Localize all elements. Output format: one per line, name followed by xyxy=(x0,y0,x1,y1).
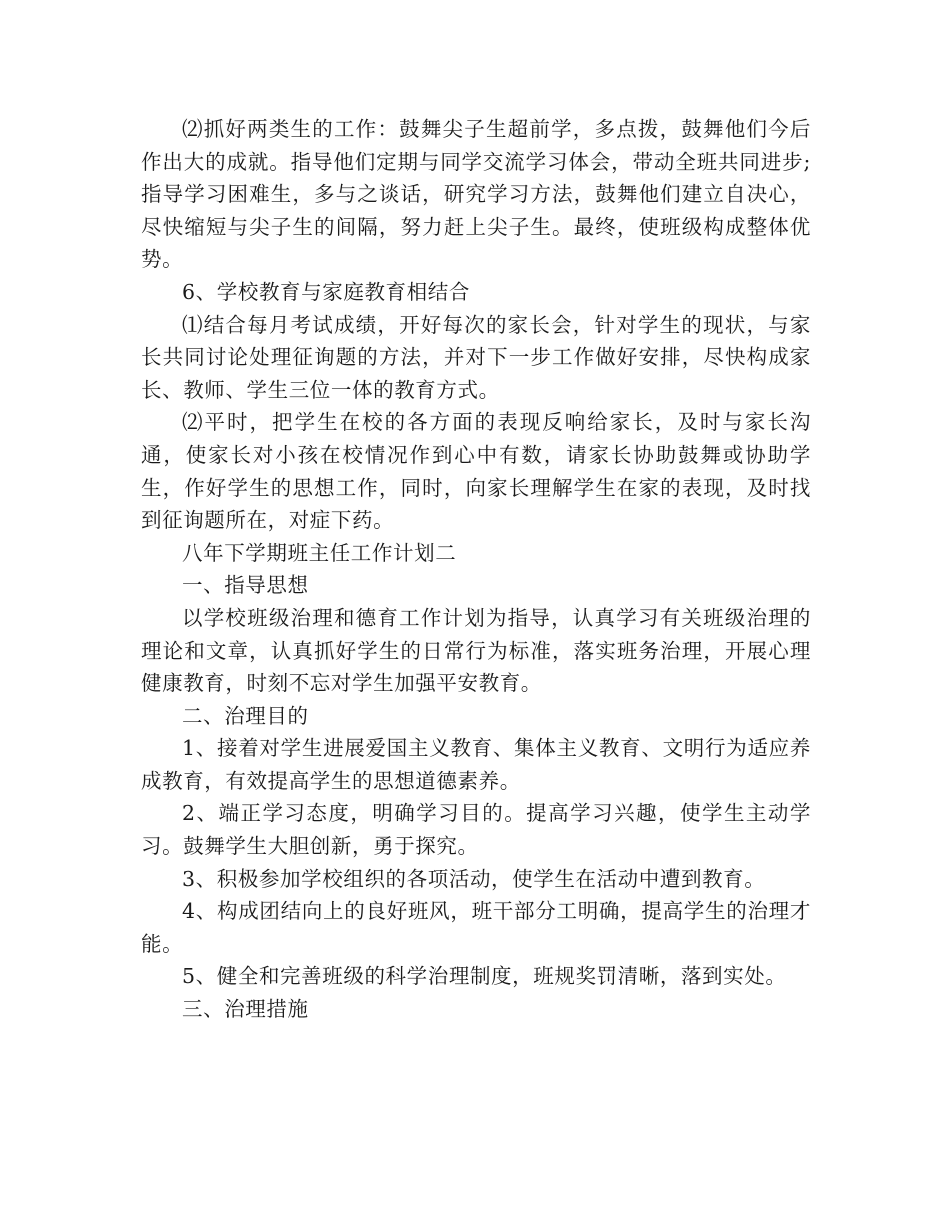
document-body xyxy=(141,113,811,1026)
goal-item-1: 1、接着对学生进展爱国主义教育、集体主义教育、文明行为适应养成教育，有效提高学生的思想道德素养。 xyxy=(141,736,811,793)
goal-item-4: 4、构成团结向上的良好班风，班干部分工明确，提高学生的治理才能。 xyxy=(141,899,811,956)
heading-school-family-education: 6、学校教育与家庭教育相结合 xyxy=(182,279,470,304)
goal-item-3: 3、积极参加学校组织的各项活动，使学生在活动中遭到教育。 xyxy=(182,866,766,891)
paragraph-guiding-thought: 以学校班级治理和德育工作计划为指导，认真学习有关班级治理的理论和文章，认真抓好学生的日常行为标准，落实班务治理，开展心理健康教育，时刻不忘对学生加强平安教育。 xyxy=(141,605,811,696)
document-title-plan-two: 八年下学期班主任工作计划二 xyxy=(182,540,457,565)
heading-management-goals: 二、治理目的 xyxy=(182,703,309,728)
paragraph-parent-communication: ⑵平时，把学生在校的各方面的表现反响给家长，及时与家长沟通，使家长对小孩在校情况作到心中有数，请家长协助鼓舞或协助学生，作好学生的思想工作，同时，向家长理解学生在家的表现，及时找到征询题所在，对症下药。 xyxy=(141,410,811,533)
heading-guiding-thought: 一、指导思想 xyxy=(182,573,309,598)
heading-management-measures: 三、治理措施 xyxy=(182,997,309,1022)
paragraph-two-student-types: ⑵抓好两类生的工作：鼓舞尖子生超前学，多点拨，鼓舞他们今后作出大的成就。指导他们定期与同学交流学习体会，带动全班共同进步;指导学习困难生，多与之谈话，研究学习方法，鼓舞他们建立自决心，尽快缩短与尖子生的间隔，努力赶上尖子生。最终，使班级构成整体优势。 xyxy=(141,117,811,272)
goal-item-2: 2、端正学习态度，明确学习目的。提高学习兴趣，使学生主动学习。鼓舞学生大胆创新，勇于探究。 xyxy=(141,801,811,859)
goal-item-5: 5、健全和完善班级的科学治理制度，班规奖罚清晰，落到实处。 xyxy=(182,964,787,989)
paragraph-parent-meetings: ⑴结合每月考试成绩，开好每次的家长会，针对学生的现状，与家长共同讨论处理征询题的方法，并对下一步工作做好安排，尽快构成家长、教师、学生三位一体的教育方式。 xyxy=(141,312,811,402)
